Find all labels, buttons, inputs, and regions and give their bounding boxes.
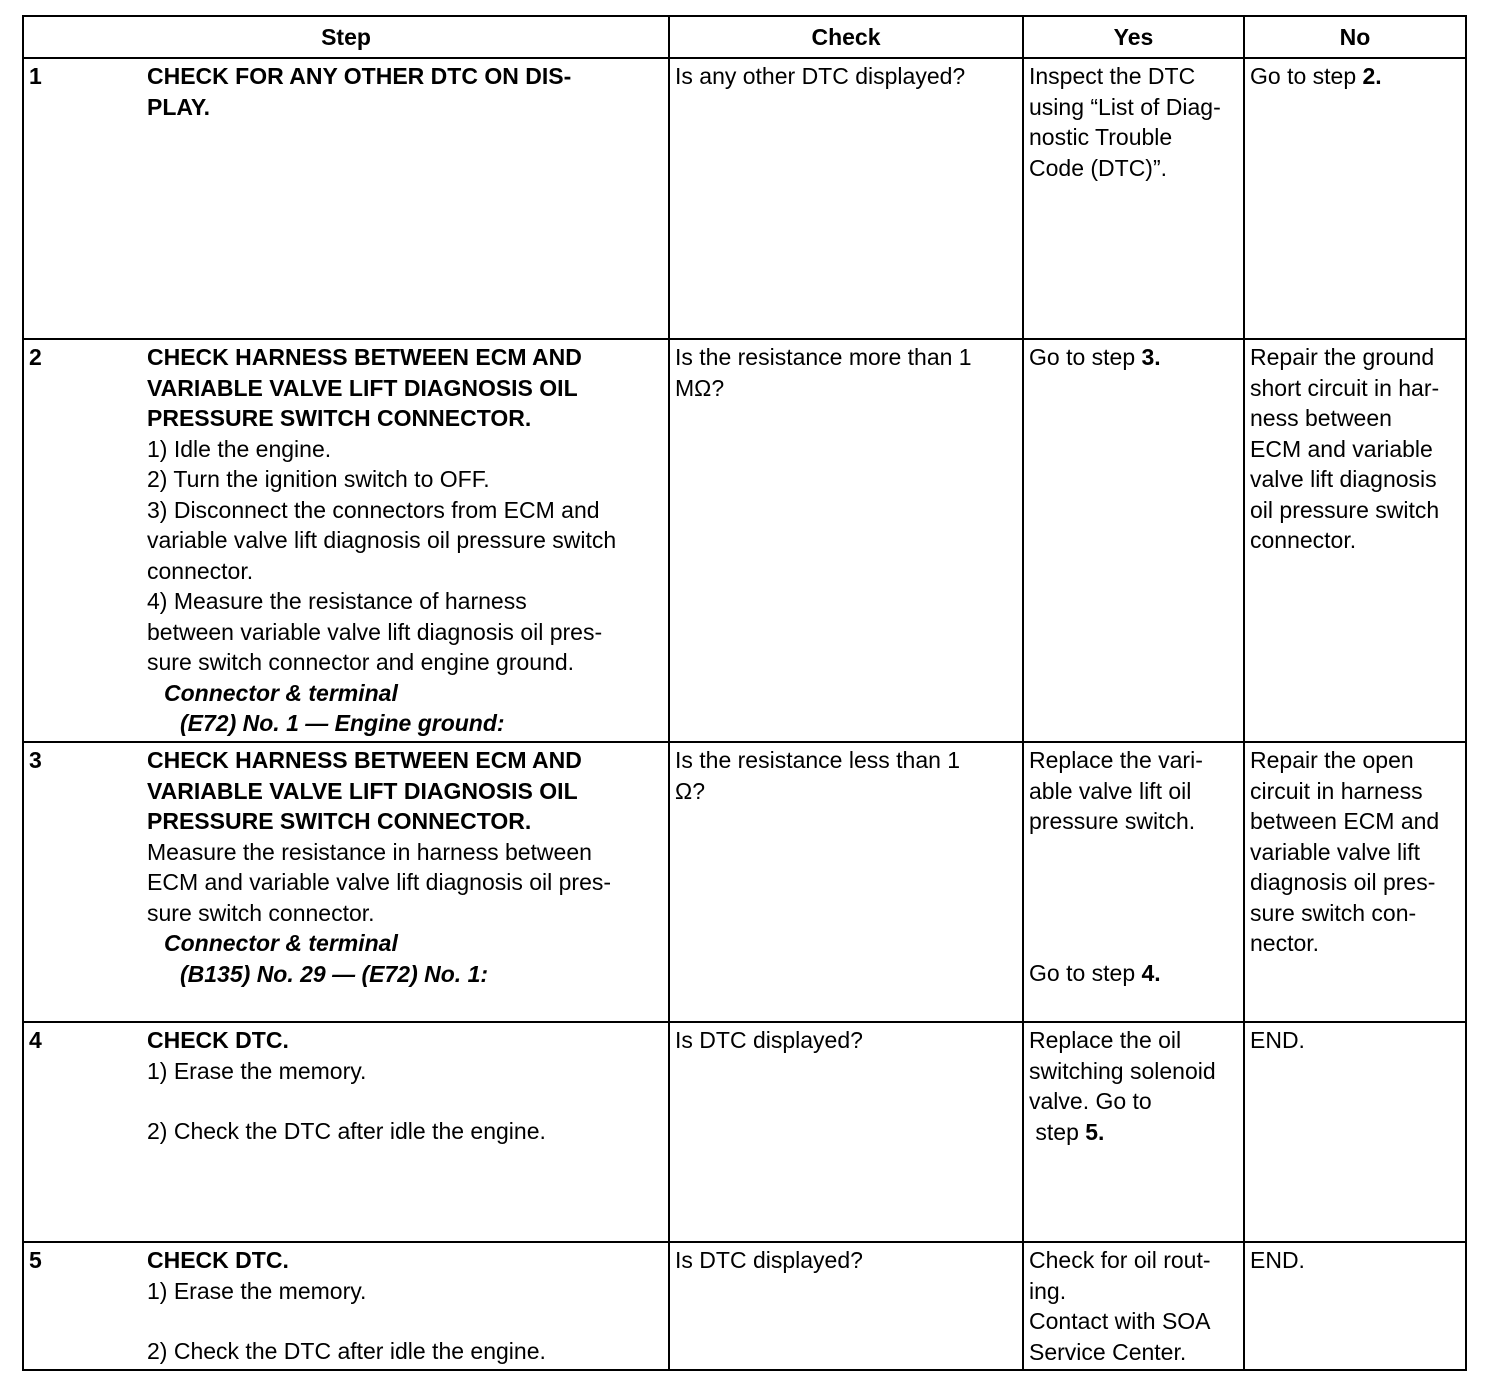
no-cell bbox=[1244, 58, 1466, 339]
yes-text: Inspect the DTC bbox=[1029, 63, 1196, 89]
substep: 2) Check the DTC after idle the engine. bbox=[147, 1118, 546, 1144]
step-instruction: Measure the resistance in harness between bbox=[147, 838, 592, 865]
header-step: Step bbox=[23, 16, 669, 58]
step-cell bbox=[23, 58, 669, 339]
yes-text: pressure switch. bbox=[1029, 808, 1196, 834]
no-text: sure switch con- bbox=[1250, 899, 1417, 926]
yes-goto bbox=[1029, 1117, 1238, 1148]
substep: connector. bbox=[147, 557, 254, 584]
no-text: variable valve lift bbox=[1250, 838, 1421, 865]
step-title: CHECK DTC. bbox=[147, 1247, 289, 1273]
no-cell bbox=[1244, 1022, 1466, 1242]
no-text: diagnosis oil pres- bbox=[1250, 869, 1436, 895]
step-instruction: ECM and variable valve lift diagnosis oil pres- bbox=[147, 869, 612, 895]
substep: 1) Erase the memory. bbox=[147, 1277, 367, 1304]
step-cell bbox=[23, 742, 669, 1022]
no-cell bbox=[1244, 1242, 1466, 1370]
table-row bbox=[23, 742, 1466, 1022]
yes-step-ref: 3. bbox=[1141, 344, 1161, 370]
substep: 4) Measure the resistance of harness bbox=[147, 588, 527, 614]
step-number: 2 bbox=[29, 344, 42, 370]
no-text: ness between bbox=[1250, 405, 1392, 431]
substep: 1) Idle the engine. bbox=[147, 435, 332, 462]
check-text: Is DTC displayed? bbox=[675, 1247, 863, 1273]
no-text: Repair the open bbox=[1250, 747, 1414, 773]
no-text: END. bbox=[1250, 1247, 1305, 1273]
step-number: 1 bbox=[29, 63, 42, 89]
no-text: circuit in harness bbox=[1250, 777, 1423, 804]
no-cell bbox=[1244, 742, 1466, 1022]
step-title: VARIABLE VALVE LIFT DIAGNOSIS OIL bbox=[147, 374, 578, 401]
yes-step-ref: 5. bbox=[1085, 1118, 1105, 1145]
no-cell bbox=[1244, 339, 1466, 742]
no-text: between ECM and bbox=[1250, 808, 1440, 834]
yes-text: able valve lift oil bbox=[1029, 777, 1192, 804]
yes-text: nostic Trouble bbox=[1029, 124, 1173, 150]
check-text: Is the resistance more than 1 bbox=[675, 344, 972, 370]
check-text: Is any other DTC displayed? bbox=[675, 63, 966, 89]
no-text: nector. bbox=[1250, 930, 1320, 956]
step-body bbox=[147, 1245, 657, 1367]
yes-text: Go to step bbox=[1029, 344, 1136, 370]
yes-text: Contact with SOA bbox=[1029, 1308, 1211, 1334]
step-title: VARIABLE VALVE LIFT DIAGNOSIS OIL bbox=[147, 777, 578, 804]
header-yes: Yes bbox=[1023, 16, 1244, 58]
table-row bbox=[23, 1242, 1466, 1370]
no-text: oil pressure switch bbox=[1250, 496, 1440, 523]
substep: sure switch connector and engine ground. bbox=[147, 649, 575, 675]
yes-cell bbox=[1023, 1022, 1244, 1242]
connector-terminal: (B135) No. 29 — (E72) No. 1: bbox=[180, 960, 489, 987]
substep: between variable valve lift diagnosis oil pres- bbox=[147, 618, 603, 645]
step-cell bbox=[23, 339, 669, 742]
yes-step-ref: 4. bbox=[1141, 959, 1161, 986]
no-text: valve lift diagnosis bbox=[1250, 466, 1437, 492]
step-body bbox=[147, 342, 657, 739]
step-number: 4 bbox=[29, 1027, 42, 1053]
step-number: 3 bbox=[29, 747, 42, 773]
table-row bbox=[23, 1022, 1466, 1242]
step-title: PRESSURE SWITCH CONNECTOR. bbox=[147, 808, 532, 834]
no-text: Repair the ground bbox=[1250, 344, 1435, 370]
yes-text: using “List of Diag- bbox=[1029, 93, 1221, 120]
yes-text: Service Center. bbox=[1029, 1338, 1187, 1365]
no-text: END. bbox=[1250, 1027, 1305, 1053]
yes-text: Replace the vari- bbox=[1029, 747, 1203, 773]
check-cell bbox=[669, 1022, 1023, 1242]
connector-label: Connector & terminal bbox=[164, 679, 398, 706]
substep: 2) Check the DTC after idle the engine. bbox=[147, 1338, 546, 1364]
yes-cell bbox=[1023, 58, 1244, 339]
no-text: Go to step bbox=[1250, 63, 1357, 89]
connector-terminal: (E72) No. 1 — Engine ground: bbox=[180, 710, 505, 736]
step-instruction: sure switch connector. bbox=[147, 899, 375, 926]
header-check: Check bbox=[669, 16, 1023, 58]
check-text: Is DTC displayed? bbox=[675, 1027, 863, 1053]
yes-text: Check for oil rout- bbox=[1029, 1247, 1211, 1273]
yes-goto-text: Go to step bbox=[1029, 959, 1136, 986]
check-cell bbox=[669, 58, 1023, 339]
check-cell bbox=[669, 1242, 1023, 1370]
step-title: CHECK DTC. bbox=[147, 1027, 289, 1053]
yes-text: ing. bbox=[1029, 1277, 1067, 1304]
substep: variable valve lift diagnosis oil pressure switch bbox=[147, 527, 617, 553]
yes-text: Code (DTC)”. bbox=[1029, 154, 1168, 181]
substep: 1) Erase the memory. bbox=[147, 1057, 367, 1084]
check-cell bbox=[669, 339, 1023, 742]
yes-cell bbox=[1023, 339, 1244, 742]
diagnostic-procedure-table bbox=[22, 15, 1467, 1371]
step-title: PLAY. bbox=[147, 93, 211, 120]
step-cell bbox=[23, 1242, 669, 1370]
table-row bbox=[23, 58, 1466, 339]
table-header-row bbox=[23, 16, 1466, 58]
step-number: 5 bbox=[29, 1247, 42, 1273]
step-cell bbox=[23, 1022, 669, 1242]
yes-goto bbox=[1029, 958, 1238, 989]
step-body bbox=[147, 61, 657, 122]
check-cell bbox=[669, 742, 1023, 1022]
no-text: ECM and variable bbox=[1250, 435, 1433, 462]
no-text: short circuit in har- bbox=[1250, 374, 1440, 401]
yes-cell bbox=[1023, 1242, 1244, 1370]
yes-text: Replace the oil bbox=[1029, 1027, 1182, 1053]
substep: 2) Turn the ignition switch to OFF. bbox=[147, 466, 490, 492]
yes-text: switching solenoid bbox=[1029, 1057, 1216, 1084]
table-row bbox=[23, 339, 1466, 742]
step-title: CHECK HARNESS BETWEEN ECM AND bbox=[147, 344, 582, 370]
check-text: Ω? bbox=[675, 777, 705, 804]
yes-cell bbox=[1023, 742, 1244, 1022]
check-text: MΩ? bbox=[675, 374, 725, 401]
substep: 3) Disconnect the connectors from ECM and bbox=[147, 496, 600, 523]
step-body bbox=[147, 745, 657, 989]
header-no: No bbox=[1244, 16, 1466, 58]
yes-text: valve. Go to bbox=[1029, 1088, 1152, 1114]
step-title: PRESSURE SWITCH CONNECTOR. bbox=[147, 405, 532, 431]
connector-label: Connector & terminal bbox=[164, 930, 398, 956]
no-text: connector. bbox=[1250, 527, 1357, 553]
step-title: CHECK HARNESS BETWEEN ECM AND bbox=[147, 747, 582, 773]
yes-text: step bbox=[1035, 1118, 1079, 1145]
check-text: Is the resistance less than 1 bbox=[675, 747, 961, 773]
no-step-ref: 2. bbox=[1362, 63, 1382, 89]
step-body bbox=[147, 1025, 657, 1147]
step-title: CHECK FOR ANY OTHER DTC ON DIS- bbox=[147, 63, 572, 89]
